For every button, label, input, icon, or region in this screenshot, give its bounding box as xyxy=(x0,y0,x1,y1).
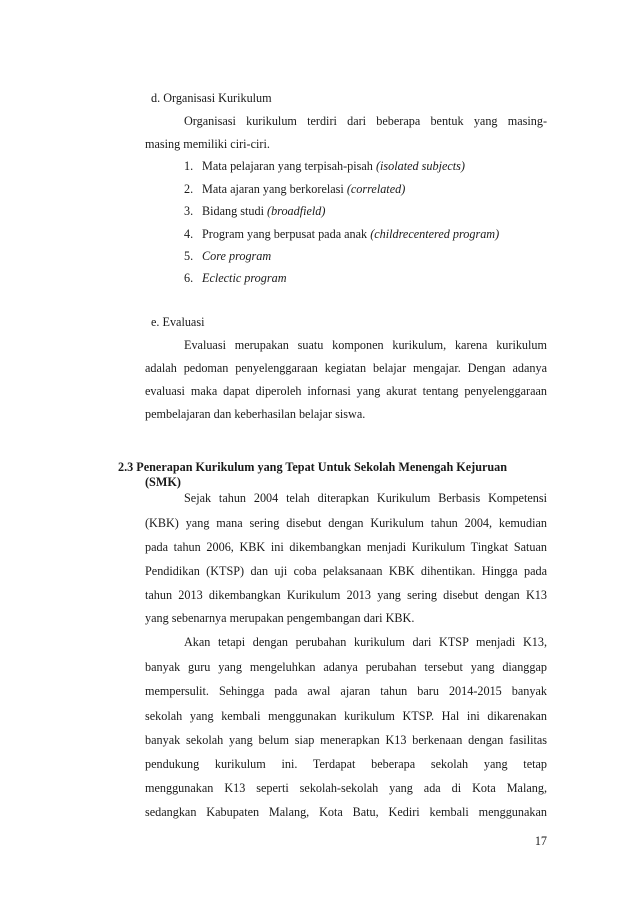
section-e-line-3: evaluasi maka dapat diperoleh infornasi yang akurat tentang penyelenggaraan xyxy=(145,384,547,398)
paragraph-2-line-6: pendukung kurikulum ini. Terdapat beberapa sekolah yang tetap xyxy=(145,757,547,771)
section-d-paragraph-line-1: Organisasi kurikulum terdiri dari beberapa bentuk yang masing- xyxy=(184,114,547,128)
list-item: 4. Program yang berpusat pada anak (childrecentered program) xyxy=(184,227,500,241)
paragraph-1-line-3: pada tahun 2006, KBK ini dikembangkan menjadi Kurikulum Tingkat Satuan xyxy=(145,540,547,554)
list-item: 3. Bidang studi (broadfield) xyxy=(184,204,326,218)
paragraph-2-line-7: menggunakan K13 seperti sekolah-sekolah yang ada di Kota Malang, xyxy=(145,781,547,795)
list-item: 6. Eclectic program xyxy=(184,271,287,285)
section-2-3-heading: 2.3 Penerapan Kurikulum yang Tepat Untuk Sekolah Menengah Kejuruan xyxy=(118,460,508,474)
list-item: 5. Core program xyxy=(184,249,272,263)
paragraph-2-line-2: banyak guru yang mengeluhkan adanya perubahan tersebut yang dianggap xyxy=(145,660,547,674)
paragraph-2-line-8: sedangkan Kabupaten Malang, Kota Batu, Kediri kembali menggunakan xyxy=(145,805,547,819)
paragraph-2-line-4: sekolah yang kembali menggunakan kurikulum KTSP. Hal ini dikarenakan xyxy=(145,709,547,723)
section-e-line-2: adalah pedoman penyelenggaraan kegiatan belajar mengajar. Dengan adanya xyxy=(145,361,547,375)
list-item: 2. Mata ajaran yang berkorelasi (correlated) xyxy=(184,182,406,196)
page-number: 17 xyxy=(534,834,547,848)
paragraph-1-line-4: Pendidikan (KTSP) dan uji coba pelaksanaan KBK dihentikan. Hingga pada xyxy=(145,564,547,578)
section-d-paragraph-line-2: masing memiliki ciri-ciri. xyxy=(145,137,270,151)
section-e-heading: e. Evaluasi xyxy=(151,315,205,329)
section-2-3-heading-continued: (SMK) xyxy=(145,475,181,489)
paragraph-2-line-1: Akan tetapi dengan perubahan kurikulum dari KTSP menjadi K13, xyxy=(184,635,547,649)
section-e-line-1: Evaluasi merupakan suatu komponen kurikulum, karena kurikulum xyxy=(184,338,547,352)
paragraph-1-line-2: (KBK) yang mana sering disebut dengan Kurikulum tahun 2004, kemudian xyxy=(145,516,547,530)
paragraph-1-line-6: yang sebenarnya merupakan pengembangan dari KBK. xyxy=(145,611,415,625)
list-item: 1. Mata pelajaran yang terpisah-pisah (isolated subjects) xyxy=(184,159,465,173)
paragraph-1-line-1: Sejak tahun 2004 telah diterapkan Kurikulum Berbasis Kompetensi xyxy=(184,491,547,505)
paragraph-2-line-5: banyak sekolah yang belum siap menerapkan K13 berkenaan dengan fasilitas xyxy=(145,733,547,747)
paragraph-2-line-3: mempersulit. Sehingga pada awal ajaran tahun baru 2014-2015 banyak xyxy=(145,684,547,698)
section-d-heading: d. Organisasi Kurikulum xyxy=(151,91,272,105)
paragraph-1-line-5: tahun 2013 dikembangkan Kurikulum 2013 yang sering disebut dengan K13 xyxy=(145,588,547,602)
section-e-line-4: pembelajaran dan keberhasilan belajar siswa. xyxy=(145,407,366,421)
